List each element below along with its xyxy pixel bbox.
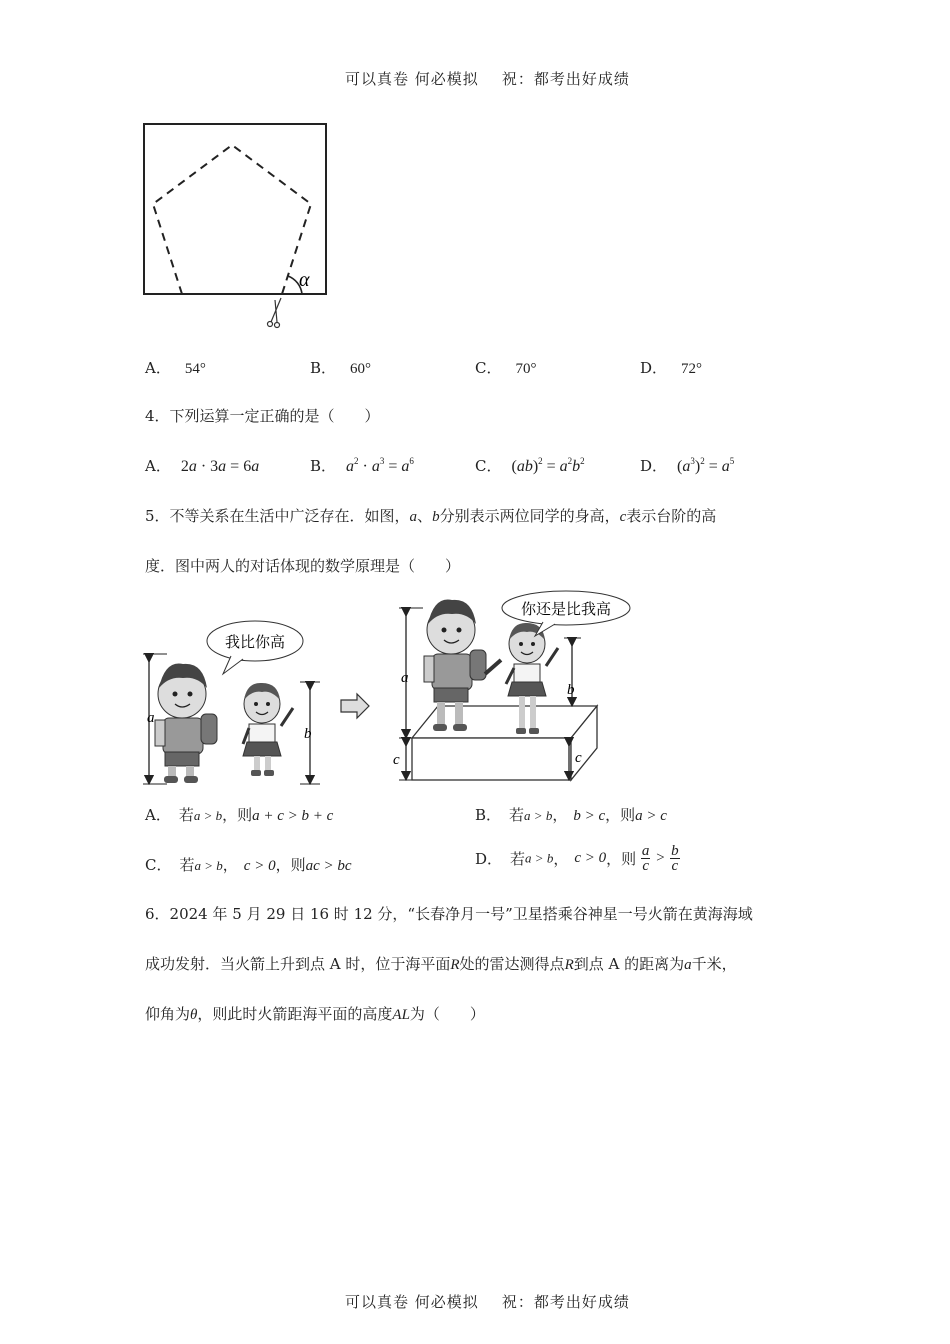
option-math: $a^2 \cdot a^3 = a^6$: [346, 456, 414, 475]
boy-illustration-left: [155, 664, 217, 784]
q5-stem-line1: 5．不等关系在生活中广泛存在．如图，a、b分别表示两位同学的身高，c表示台阶的高: [145, 507, 717, 525]
q4-option-c[interactable]: [475, 455, 585, 476]
label-a-right: a: [401, 670, 409, 686]
q3-option-b[interactable]: [310, 357, 371, 378]
fraction-b-over-c: $\frac{b}{c}$: [671, 843, 679, 874]
q4-option-a[interactable]: [145, 455, 259, 476]
option-letter: D．: [640, 359, 668, 377]
option-value: 72°: [681, 361, 703, 377]
option-letter: A．: [145, 359, 171, 377]
transition-arrow-icon: [341, 694, 369, 718]
fraction-a-over-c: $\frac{a}{c}$: [641, 843, 650, 874]
q5-stem-line2: 度．图中两人的对话体现的数学原理是（ ）: [145, 557, 461, 575]
option-letter: B．: [310, 359, 337, 377]
page-header: 可以真卷 何必模拟 祝：都考出好成绩: [345, 70, 630, 88]
page-footer: 可以真卷 何必模拟 祝：都考出好成绩: [345, 1293, 630, 1311]
bubble-left-text: 我比你高: [224, 633, 286, 651]
option-letter: A．: [145, 457, 171, 475]
q6-line3: 仰角为θ，则此时火箭距海平面的高度AL为（ ）: [145, 1005, 485, 1023]
height-comparison-figure: [135, 590, 655, 790]
option-letter: C．: [475, 457, 502, 475]
girl-illustration-left: [243, 683, 293, 776]
option-letter: B．: [310, 457, 337, 475]
label-a-left: a: [147, 710, 155, 726]
q5-option-b[interactable]: B． 若a > b， b > c，则a > c: [475, 806, 667, 824]
option-math: $(a^3)^2 = a^5$: [677, 456, 735, 475]
label-c-right-right: c: [575, 750, 582, 766]
q4-stem: 4．下列运算一定正确的是（ ）: [145, 407, 380, 425]
option-letter: C．: [475, 359, 502, 377]
q4-option-d[interactable]: [640, 455, 734, 476]
q5-option-d[interactable]: D． 若a > b， c > 0，则 $\frac{a}{c}$ > $\frac{b}{c}$: [475, 843, 679, 874]
option-math: $(ab)^2 = a^2b^2$: [511, 456, 585, 475]
q4-option-b[interactable]: [310, 455, 414, 476]
option-value: 54°: [184, 361, 206, 377]
label-b-right: b: [567, 682, 575, 698]
q5-option-c[interactable]: C． 若a > b， c > 0，则ac > bc: [145, 856, 352, 874]
angle-alpha-label: α: [299, 269, 310, 291]
q3-option-a[interactable]: [145, 357, 206, 378]
label-c-right-left: c: [393, 752, 400, 768]
q5-option-a[interactable]: A． 若a > b，则a + c > b + c: [145, 806, 334, 824]
label-b-left: b: [304, 726, 312, 742]
bubble-right-text: 你还是比我高: [520, 600, 612, 618]
option-value: 60°: [350, 361, 372, 377]
pentagon-cut-figure: [140, 118, 340, 338]
q6-line2: 成功发射．当火箭上升到点 A 时，位于海平面R处的雷达测得点R到点 A 的距离为a千米，: [145, 955, 737, 973]
q6-line1: 6．2024 年 5 月 29 日 16 时 12 分，“长春净月一号”卫星搭乘谷神星一号火箭在黄海海域: [145, 905, 753, 923]
q3-option-d[interactable]: [640, 357, 702, 378]
scissors-icon: [268, 298, 282, 328]
option-value: 70°: [515, 361, 537, 377]
option-letter: D．: [640, 457, 668, 475]
q3-option-c[interactable]: [475, 357, 536, 378]
option-math: 2a · 3a = 6a: [180, 458, 260, 475]
